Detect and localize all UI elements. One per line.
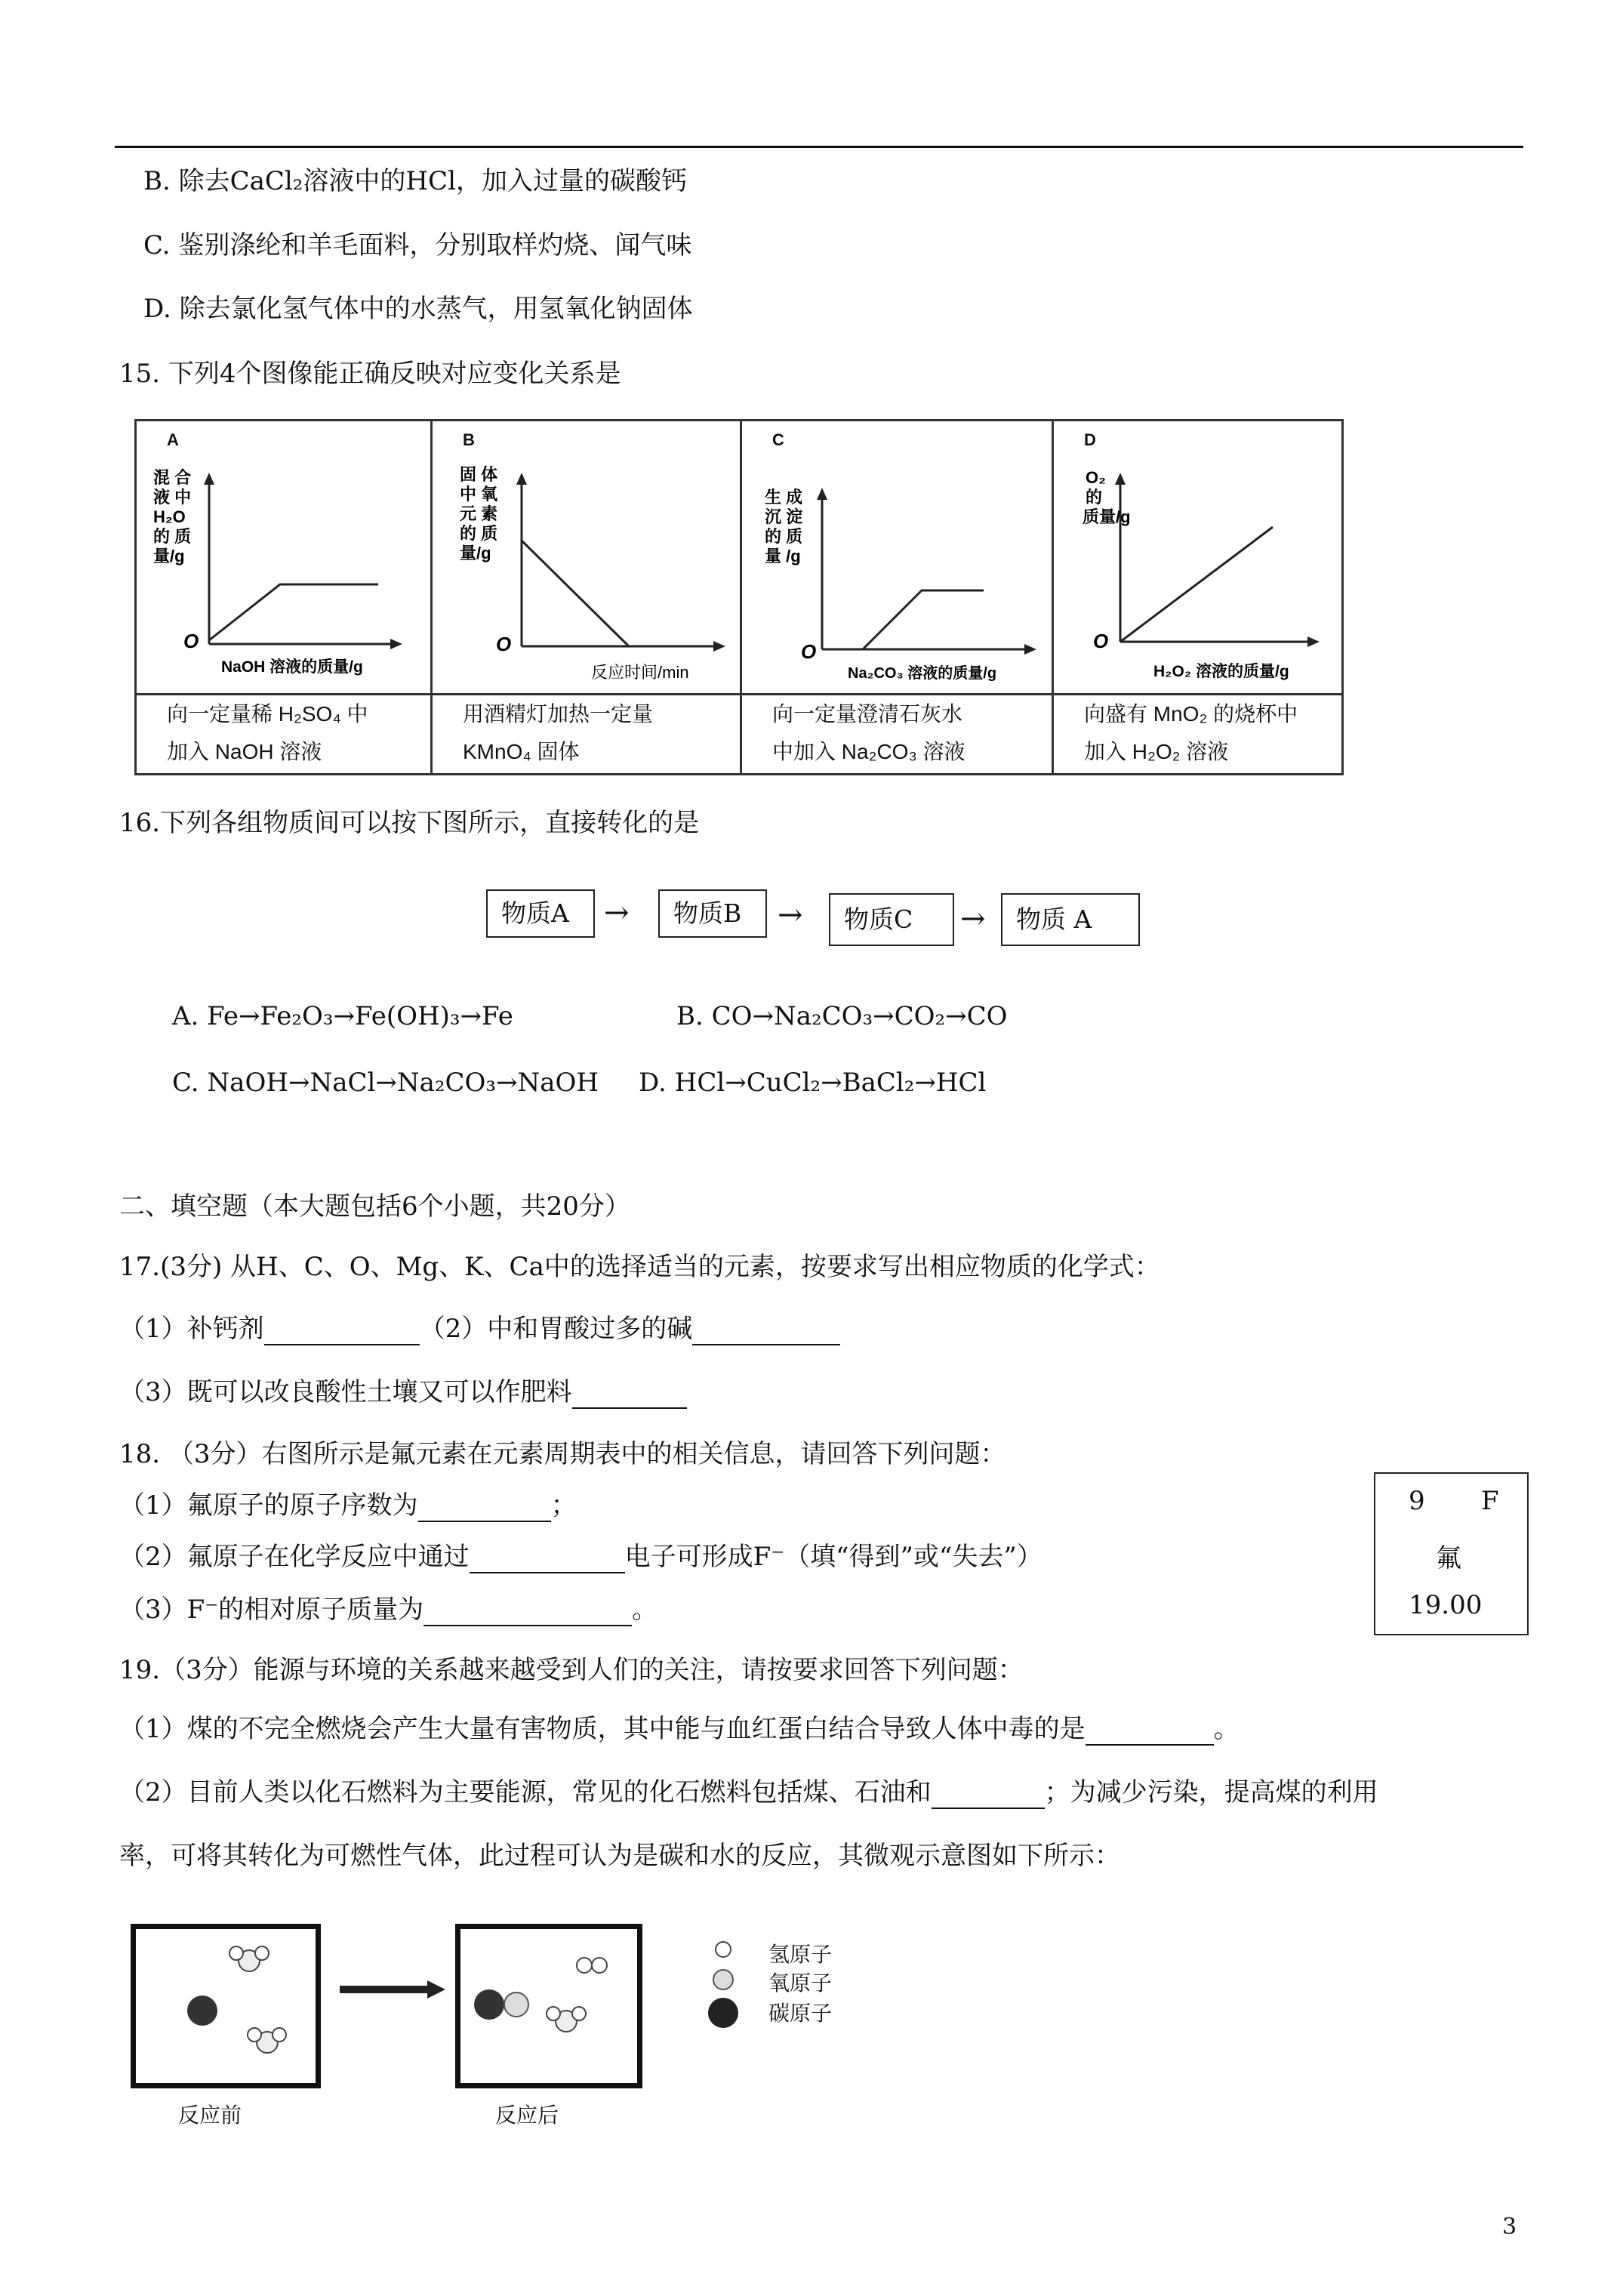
svg-text:质量/g: 质量/g [1083, 507, 1131, 526]
svg-text:生 成: 生 成 [765, 488, 803, 507]
carbon-monoxide-molecule [474, 1989, 528, 2020]
graph-d [1054, 451, 1344, 693]
q19-line-2: （2）目前人类以化石燃料为主要能源，常见的化石燃料包括煤、石油和 ；为减少污染，提高煤的利用 [119, 1777, 1378, 1808]
legend-oxygen: 氧原子 [768, 1971, 833, 1995]
option-b: B. 除去CaCl₂溶液中的HCl，加入过量的碳酸钙 [143, 166, 687, 196]
svg-text:元 素: 元 素 [460, 504, 498, 523]
svg-text:H₂O₂ 溶液的质量/g: H₂O₂ 溶液的质量/g [1153, 663, 1289, 680]
svg-text:沉 淀: 沉 淀 [765, 507, 803, 526]
caption-line-1: 向盛有 MnO₂ 的烧杯中 [1084, 702, 1298, 726]
caption-line-2: 中加入 Na₂CO₃ 溶液 [772, 740, 965, 763]
caption-line-1: 向一定量稀 H₂SO₄ 中 [167, 702, 368, 726]
panel-letter: B [463, 430, 475, 449]
answer-blank[interactable] [470, 1545, 625, 1573]
section-2-heading: 二、填空题（本大题包括6个小题，共20分） [119, 1191, 630, 1222]
flow-arrow-3: → [960, 901, 986, 936]
carbon-atom-icon [708, 1998, 738, 2028]
svg-text:量/g: 量/g [460, 544, 491, 562]
question-15-graph-table [134, 419, 1344, 775]
q18-line-2: （2）氟原子在化学反应中通过 电子可形成F⁻（填“得到”或“失去”） [119, 1542, 1042, 1572]
svg-text:的 质: 的 质 [153, 527, 192, 546]
q16-option-b: B. CO→Na₂CO₃→CO₂→CO [676, 1001, 1008, 1031]
svg-text:O: O [496, 633, 512, 655]
svg-text:NaOH 溶液的质量/g: NaOH 溶液的质量/g [221, 658, 363, 676]
q19-line-3: 率，可将其转化为可燃性气体，此过程可认为是碳和水的反应，其微观示意图如下所示： [119, 1841, 1120, 1871]
atomic-mass: 19.00 [1409, 1590, 1483, 1620]
element-symbol: F [1481, 1486, 1499, 1516]
svg-text:H₂O: H₂O [153, 507, 186, 526]
panel-c [740, 421, 1052, 773]
question-17-stem: 17.(3分) 从H、C、O、Mg、K、Ca中的选择适当的元素，按要求写出相应物质的化学式： [119, 1252, 1160, 1282]
caption-line-2: 加入 H₂O₂ 溶液 [1084, 740, 1229, 763]
svg-text:反应时间/min: 反应时间/min [591, 663, 689, 682]
graph-c [742, 451, 1054, 693]
panel-b [430, 421, 740, 773]
svg-text:固 体: 固 体 [460, 465, 498, 484]
flow-box-a-again: 物质 A [1001, 893, 1140, 946]
answer-blank[interactable] [423, 1598, 632, 1626]
after-reaction-frame [455, 1924, 642, 2088]
option-c: C. 鉴别涤纶和羊毛面料，分别取样灼烧、闻气味 [143, 230, 692, 260]
panel-letter: C [772, 430, 784, 449]
svg-text:O: O [183, 630, 199, 652]
flow-arrow-1: → [604, 895, 630, 930]
q16-option-d: D. HCl→CuCl₂→BaCl₂→HCl [639, 1068, 987, 1098]
answer-blank[interactable] [932, 1780, 1045, 1809]
header-rule [115, 146, 1523, 148]
q18-line-1: （1）氟原子的原子序数为 ； [119, 1490, 577, 1521]
graph-a [137, 451, 430, 693]
panel-letter: D [1084, 430, 1096, 449]
answer-blank[interactable] [1086, 1717, 1214, 1746]
flow-box-b: 物质B [658, 889, 767, 938]
svg-text:量/g: 量/g [153, 547, 185, 566]
answer-blank[interactable] [572, 1380, 687, 1409]
graph-b [433, 451, 742, 693]
q17-part-2: （2）中和胃酸过多的碱 [419, 1314, 693, 1344]
water-molecule [547, 2007, 586, 2032]
page-number: 3 [1502, 2214, 1517, 2240]
hydrogen-molecule [577, 1958, 607, 1973]
panel-letter: A [167, 430, 179, 449]
svg-text:混 合: 混 合 [153, 468, 192, 487]
answer-blank[interactable] [692, 1317, 840, 1345]
caption-line-1: 用酒精灯加热一定量 [463, 702, 654, 726]
svg-text:O₂: O₂ [1086, 468, 1106, 487]
svg-text:液 中: 液 中 [153, 488, 192, 507]
svg-text:量 /g: 量 /g [765, 547, 801, 566]
caption-line-1: 向一定量澄清石灰水 [772, 702, 963, 726]
atomic-number: 9 [1409, 1486, 1425, 1516]
carbon-atom [187, 1996, 217, 2026]
fluorine-element-card [1374, 1472, 1529, 1635]
svg-text:中 氧: 中 氧 [460, 485, 498, 504]
question-16-stem: 16.下列各组物质间可以按下图所示，直接转化的是 [119, 808, 700, 838]
flow-box-c: 物质C [829, 893, 954, 946]
question-18-stem: 18. （3分）右图所示是氟元素在元素周期表中的相关信息，请回答下列问题： [119, 1439, 1006, 1469]
svg-text:O: O [1093, 630, 1109, 652]
question-19-stem: 19.（3分）能源与环境的关系越来越受到人们的关注，请按要求回答下列问题： [119, 1655, 1024, 1685]
q16-option-a: A. Fe→Fe₂O₃→Fe(OH)₃→Fe [172, 1001, 513, 1031]
caption-line-2: KMnO₄ 固体 [463, 740, 580, 763]
flow-arrow-2: → [778, 898, 803, 932]
before-label: 反应前 [178, 2103, 242, 2127]
answer-blank[interactable] [418, 1493, 551, 1522]
svg-text:的 质: 的 质 [765, 527, 803, 546]
svg-text:的 质: 的 质 [460, 524, 498, 543]
legend-icons [702, 1933, 747, 2039]
q17-part-1: （1）补钙剂 [119, 1314, 264, 1344]
q18-line-3: （3）F⁻的相对原子质量为 。 [119, 1595, 658, 1625]
option-d: D. 除去氯化氢气体中的水蒸气，用氢氧化钠固体 [143, 294, 693, 324]
q17-part-3: （3）既可以改良酸性土壤又可以作肥料 [119, 1377, 572, 1407]
flow-box-a: 物质A [486, 889, 595, 938]
panel-a [137, 421, 430, 773]
q16-option-c: C. NaOH→NaCl→Na₂CO₃→NaOH [172, 1068, 599, 1098]
after-label: 反应后 [495, 2103, 559, 2127]
legend-hydrogen: 氢原子 [768, 1943, 833, 1966]
svg-text:O: O [801, 640, 817, 663]
water-molecule [248, 2028, 286, 2053]
water-molecule [229, 1946, 269, 1971]
svg-text:Na₂CO₃ 溶液的质量/g: Na₂CO₃ 溶液的质量/g [848, 665, 997, 682]
after-molecules [460, 1929, 637, 2083]
question-15-stem: 15. 下列4个图像能正确反映对应变化关系是 [119, 359, 621, 389]
svg-text:的: 的 [1086, 488, 1103, 507]
reaction-arrow [332, 1974, 453, 2005]
q17-line-2 [119, 1376, 687, 1409]
before-molecules [136, 1929, 316, 2083]
answer-blank[interactable] [264, 1317, 420, 1345]
q17-line-1 [119, 1312, 840, 1345]
element-name: 氟 [1436, 1543, 1461, 1573]
caption-line-2: 加入 NaOH 溶液 [167, 740, 322, 763]
legend-carbon: 碳原子 [768, 2002, 833, 2025]
oxygen-atom-icon [713, 1970, 733, 1989]
hydrogen-atom-icon [716, 1942, 731, 1957]
panel-d [1052, 421, 1341, 773]
q19-line-1: （1）煤的不完全燃烧会产生大量有害物质，其中能与血红蛋白结合导致人体中毒的是 。 [119, 1714, 1240, 1744]
before-reaction-frame [131, 1924, 321, 2088]
